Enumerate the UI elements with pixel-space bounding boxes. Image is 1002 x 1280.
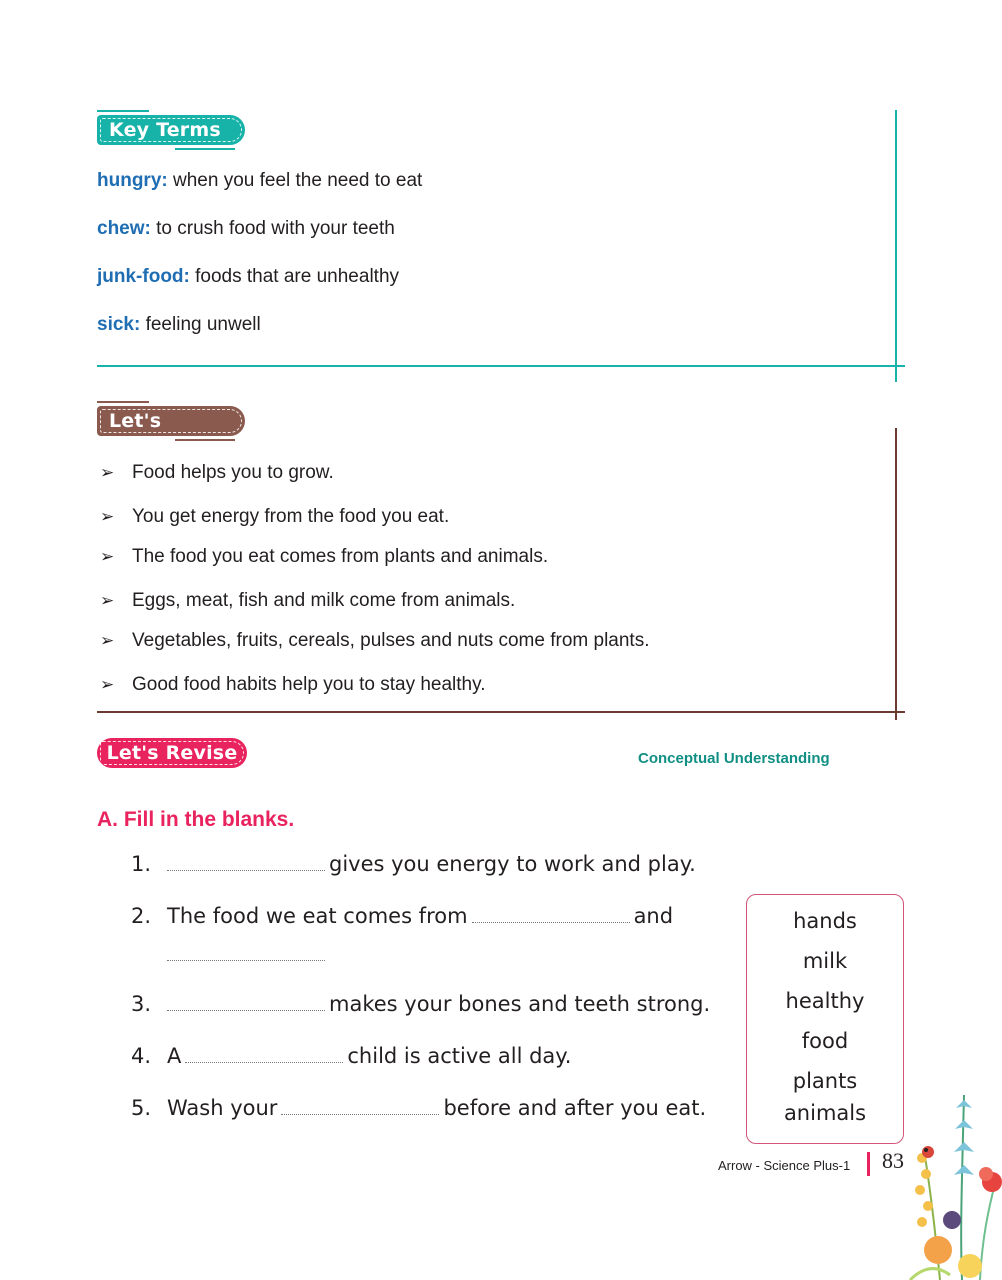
word-bank-box	[746, 894, 904, 1144]
recall-border-right	[895, 428, 897, 720]
word-bank-item: hands	[793, 909, 857, 933]
arrow-bullet-icon: ➢	[100, 547, 115, 566]
recall-item: ➢ Vegetables, fruits, cereals, pulses and nuts come from plants.	[100, 630, 650, 651]
word-bank-item: healthy	[785, 989, 865, 1013]
key-term-item	[97, 314, 261, 336]
key-terms-border-right	[895, 110, 897, 382]
term-definition: feeling unwell	[140, 314, 261, 335]
key-terms-border-bottom	[97, 365, 905, 367]
arrow-bullet-icon: ➢	[100, 463, 115, 482]
conceptual-understanding-tag: Conceptual Understanding	[638, 750, 830, 767]
book-title-footer: Arrow - Science Plus-1	[718, 1158, 851, 1173]
term-definition: to crush food with your teeth	[150, 218, 395, 239]
arrow-bullet-icon: ➢	[100, 591, 115, 610]
answer-blank[interactable]	[185, 1062, 343, 1063]
arrow-bullet-icon: ➢	[100, 507, 115, 526]
term-word: junk-food:	[97, 266, 190, 287]
term-word: sick:	[97, 314, 141, 335]
page-number-divider	[867, 1152, 870, 1176]
recall-border-bottom	[97, 711, 905, 713]
badge-accent-line	[97, 110, 149, 112]
badge-accent-line	[97, 401, 149, 403]
badge-accent-line	[175, 439, 235, 441]
key-term-item	[97, 266, 399, 288]
question-3: 3. makes your bones and teeth strong.	[131, 992, 711, 1016]
question-1: 1. gives you energy to work and play.	[131, 852, 696, 876]
key-term-item	[97, 218, 395, 240]
key-terms-title: Key Terms	[109, 119, 221, 141]
word-bank-item: animals	[783, 1101, 867, 1125]
arrow-bullet-icon: ➢	[100, 675, 115, 694]
term-word: chew:	[97, 218, 151, 239]
word-bank-item: milk	[802, 949, 848, 973]
term-definition: foods that are unhealthy	[189, 266, 400, 287]
recall-item: ➢ Food helps you to grow.	[100, 462, 334, 483]
recall-item: ➢ The food you eat comes from plants and animals.	[100, 546, 549, 567]
answer-blank[interactable]	[167, 1010, 325, 1011]
word-bank-item: food	[801, 1029, 849, 1053]
revise-title: Let's Revise	[106, 742, 238, 764]
arrow-bullet-icon: ➢	[100, 631, 115, 650]
answer-blank[interactable]	[167, 960, 325, 961]
answer-blank[interactable]	[281, 1114, 439, 1115]
key-term-item	[97, 170, 422, 192]
question-4: 4. A child is active all day.	[131, 1044, 572, 1068]
recall-item: ➢ You get energy from the food you eat.	[100, 506, 450, 527]
answer-blank[interactable]	[167, 870, 325, 871]
exercise-title: A. Fill in the blanks.	[97, 808, 295, 831]
recall-item: ➢ Good food habits help you to stay healthy.	[100, 674, 486, 695]
term-word: hungry:	[97, 170, 168, 191]
key-terms-badge	[97, 115, 245, 145]
recall-badge	[97, 406, 245, 462]
answer-blank[interactable]	[472, 922, 630, 923]
word-bank-item: plants	[792, 1069, 858, 1093]
flower-decoration-icon	[900, 1070, 1002, 1280]
term-definition: when you feel the need to eat	[167, 170, 423, 191]
question-2: 2. The food we eat comes from and	[131, 904, 674, 928]
badge-accent-line	[175, 148, 235, 150]
recall-item: ➢ Eggs, meat, fish and milk come from animals.	[100, 590, 516, 611]
revise-badge	[97, 738, 247, 768]
page-number: 83	[882, 1148, 904, 1173]
question-5: 5. Wash your before and after you eat.	[131, 1096, 707, 1120]
recall-title: Let's Recall	[109, 410, 175, 462]
